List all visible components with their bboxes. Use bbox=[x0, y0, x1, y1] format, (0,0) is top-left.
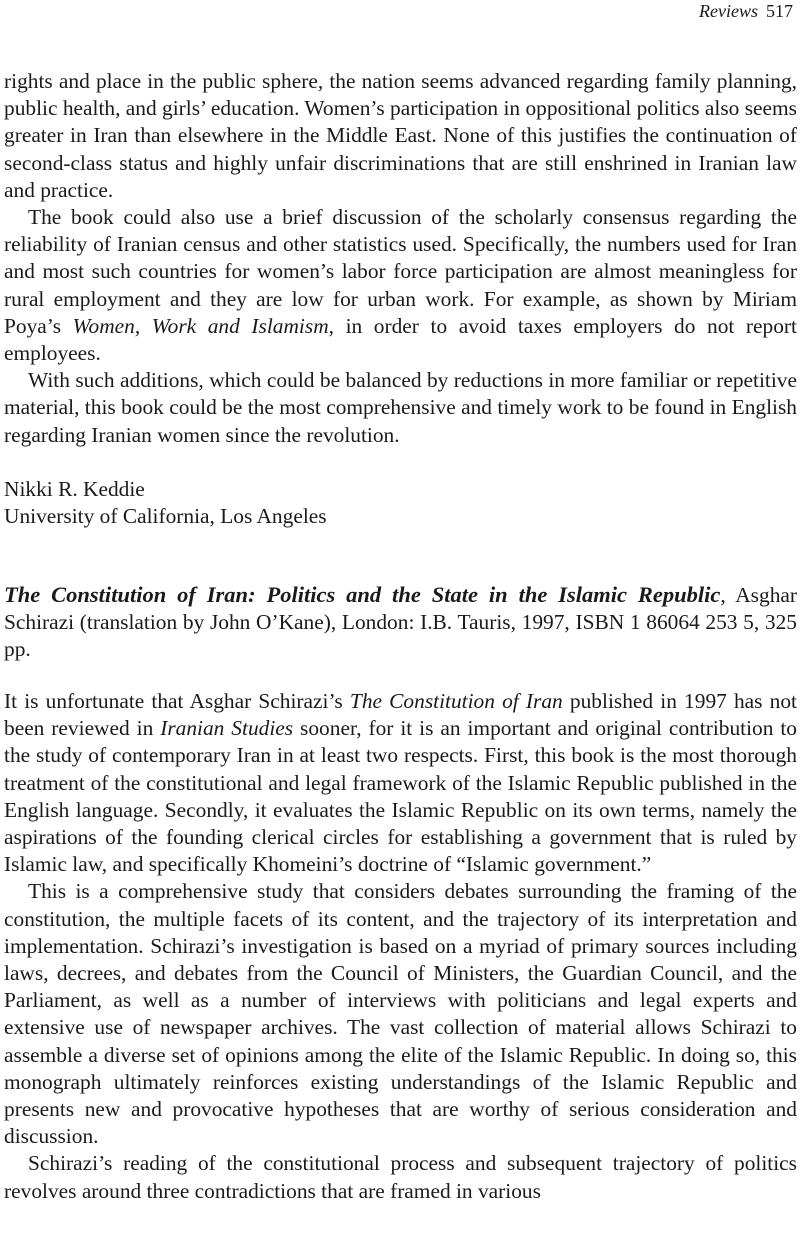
reviewer-name: Nikki R. Keddie bbox=[4, 477, 145, 501]
paragraph-text: , in order to avoid taxes employers do not report employees. bbox=[4, 313, 797, 366]
paragraph-text: The book could also use a brief discussion of the scholarly consensus regarding the reliability of Iranian census and other statistics used. Specifically, the numbers used for Iran and most such countries for women’s labor force participation are almost meaningless for rural employment and they are low for urban work. For example, as shown by Miriam Poya’s bbox=[4, 205, 797, 338]
paragraph bbox=[4, 688, 797, 878]
paragraph: This is a comprehensive study that considers debates surrounding the framing of the constitution, the multiple facets of its content, and the trajectory of its interpretation and implementation. Schirazi’s investigation is based on a myriad of primary sources including laws, decrees, and debates from the Council of Ministers, the Guardian Council, and the Parliament, as well as a number of interviews with politicians and legal experts and extensive use of newspaper archives. The vast collection of material allows Schirazi to assemble a diverse set of opinions among the elite of the Islamic Republic. In doing so, this monograph ultimately reinforces existing understandings of the Islamic Republic and presents new and provocative hypotheses that are worthy of serious consideration and discussion. bbox=[4, 879, 797, 1149]
book-title: The Constitution of Iran: Politics and the State in the Islamic Republic bbox=[4, 582, 721, 607]
review-heading bbox=[4, 581, 797, 664]
cited-book-title: Women, Work and Islamism bbox=[72, 313, 329, 338]
paragraph: Schirazi’s reading of the constitutional process and subsequent trajectory of politics revolves around three contradictions that are framed in various bbox=[4, 1151, 797, 1203]
previous-review-text bbox=[4, 68, 797, 449]
paragraph: With such additions, which could be balanced by reductions in more familiar or repetitive material, this book could be the most comprehensive and timely work to be found in English regarding Iranian women since the revolution. bbox=[4, 368, 797, 447]
paragraph-text: published in 1997 has not been reviewed in bbox=[4, 689, 797, 741]
running-head-section: Reviews bbox=[699, 1, 758, 21]
review-text bbox=[4, 688, 797, 1205]
paragraph: rights and place in the public sphere, the nation seems advanced regarding family planning, public health, and girls’ education. Women’s participation in oppositional politics also seems greater in Iran than elsewhere in the Middle East. None of this justifies the continuation of second-class status and highly unfair discriminations that are still enshrined in Iranian law and practice. bbox=[4, 69, 797, 202]
paragraph-text: It is unfortunate that Asghar Schirazi’s bbox=[4, 689, 350, 713]
reviewer-affiliation: University of California, Los Angeles bbox=[4, 504, 327, 528]
journal-title: Iranian Studies bbox=[160, 716, 294, 741]
running-head bbox=[699, 0, 793, 24]
page-number: 517 bbox=[766, 1, 793, 21]
book-title-inline: The Constitution of Iran bbox=[349, 689, 563, 713]
paragraph-text: sooner, for it is an important and original contribution to the study of contemporary Iran in at least two respects. First, this book is the most thorough treatment of the constitutional and legal framework of the Islamic Republic published in the English language. Secondly, it evaluates the Islamic Republic on its own terms, namely the aspirations of the founding clerical circles for establishing a government that is ruled by Islamic law, and specifically Khomeini’s doctrine of “Islamic government.” bbox=[4, 716, 798, 877]
book-details: , Asghar Schirazi (translation by John O’Kane), London: I.B. Tauris, 1997, ISBN 1 86064 253 5, 325 pp. bbox=[4, 583, 798, 662]
paragraph bbox=[4, 204, 797, 367]
